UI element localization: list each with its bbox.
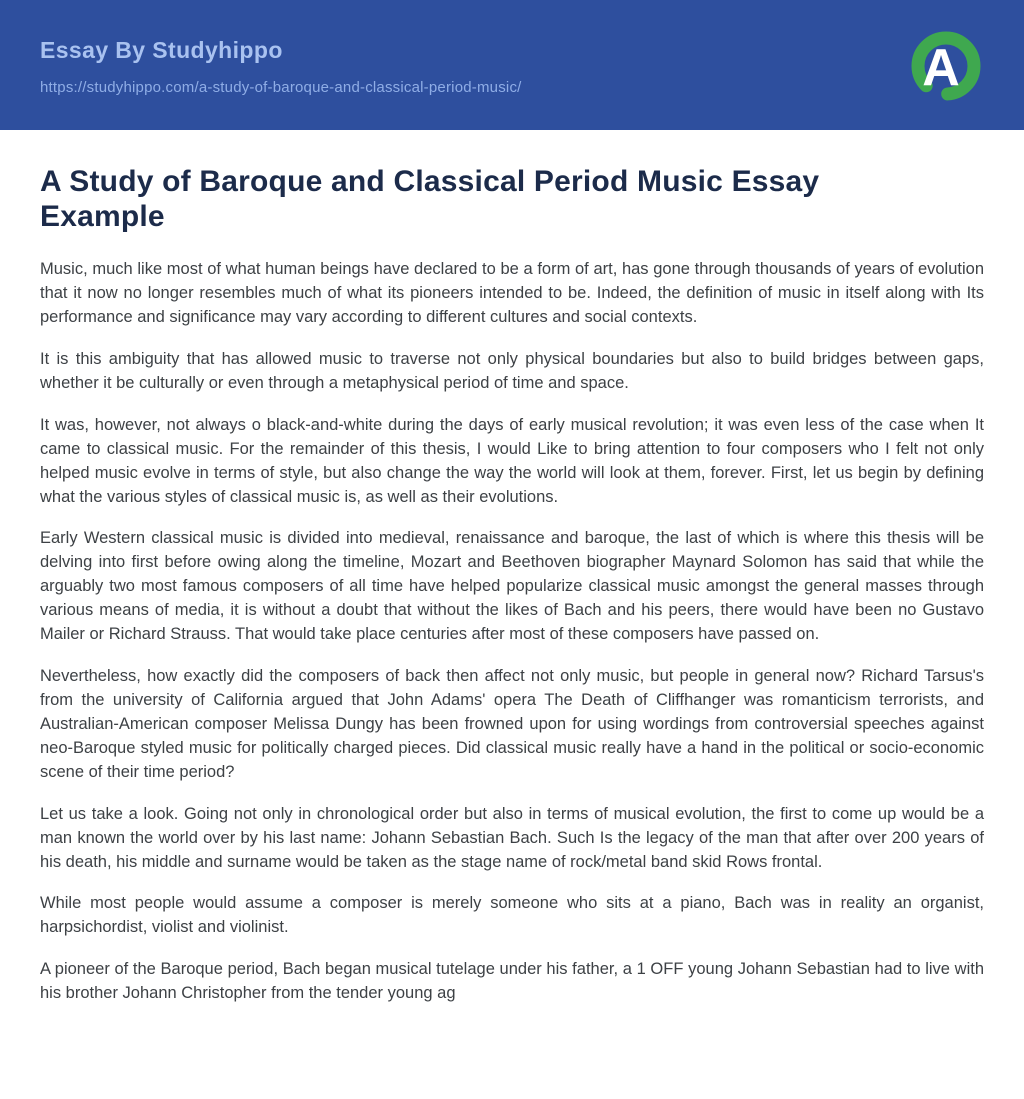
paragraph: A pioneer of the Baroque period, Bach began musical tutelage under his father, a 1 OFF young Johann Sebastian had to live with his brother Johann Christopher from the tender young ag [40,960,984,1003]
paragraph: Early Western classical music is divided into medieval, renaissance and baroque, the last of which is where this thesis will be delving into first before owing along the timeline, Mozart and Beethoven biographer Maynard Solomon has said that while the arguably two most famous composers of all time have helped popularize classical music amongst the general masses through various means of media, it is without a doubt that without the likes of Bach and his peers, there would have been no Gustavo Mailer or Richard Strauss. That would take place centuries after most of these composers have passed on. [40,529,984,644]
header-text-block [40,37,522,96]
page-title: A Study of Baroque and Classical Period Music Essay Example [40,165,820,234]
site-header [0,0,1024,130]
paragraph: It is this ambiguity that has allowed music to traverse not only physical boundaries but also to build bridges between gaps, whether it be culturally or even through a metaphysical period of time and space. [40,349,984,392]
paragraph: Music, much like most of what human beings have declared to be a form of art, has gone through thousands of years of evolution that it now no longer resembles much of what its pioneers intended to be. Indeed, the definition of music in itself along with Its performance and significance may vary according to different cultures and social contexts. [40,260,984,327]
article-body [40,258,984,1006]
paragraph: It was, however, not always o black-and-white during the days of early musical revolution; it was even less of the case when It came to classical music. For the remainder of this thesis, I would Like to bring attention to four composers who I felt not only helped music evolve in terms of style, but also change the way the world will look at them, forever. First, let us begin by defining what the various styles of classical music is, as well as their evolutions. [40,415,984,506]
paragraph: Let us take a look. Going not only in chronological order but also in terms of musical evolution, the first to come up would be a man known the world over by his last name: Johann Sebastian Bach. Such Is the legacy of the man that after over 200 years of his death, his middle and surname would be taken as the stage name of rock/metal band skid Rows frontal. [40,804,984,871]
logo-letter: A [922,39,960,97]
article-url-link[interactable]: https://studyhippo.com/a-study-of-baroque-and-classical-period-music/ [40,78,522,96]
studyhippo-logo-icon [908,28,984,104]
site-title: Essay By Studyhippo [40,36,283,63]
studyhippo-logo[interactable] [908,28,984,104]
paragraph: Nevertheless, how exactly did the composers of back then affect not only music, but people in general now? Richard Tarsus's from the university of California argued that John Adams' opera The Death of Cliffhanger was romanticism terrorists, and Australian-American composer Melissa Dungy has been frowned upon for using wordings from controversial speeches against neo-Baroque styled music for politically charged pieces. Did classical music really have a hand in the political or socio-economic scene of their time period? [40,667,984,781]
article [0,164,1024,1006]
paragraph: While most people would assume a composer is merely someone who sits at a piano, Bach was in reality an organist, harpsichordist, violist and violinist. [40,894,984,937]
